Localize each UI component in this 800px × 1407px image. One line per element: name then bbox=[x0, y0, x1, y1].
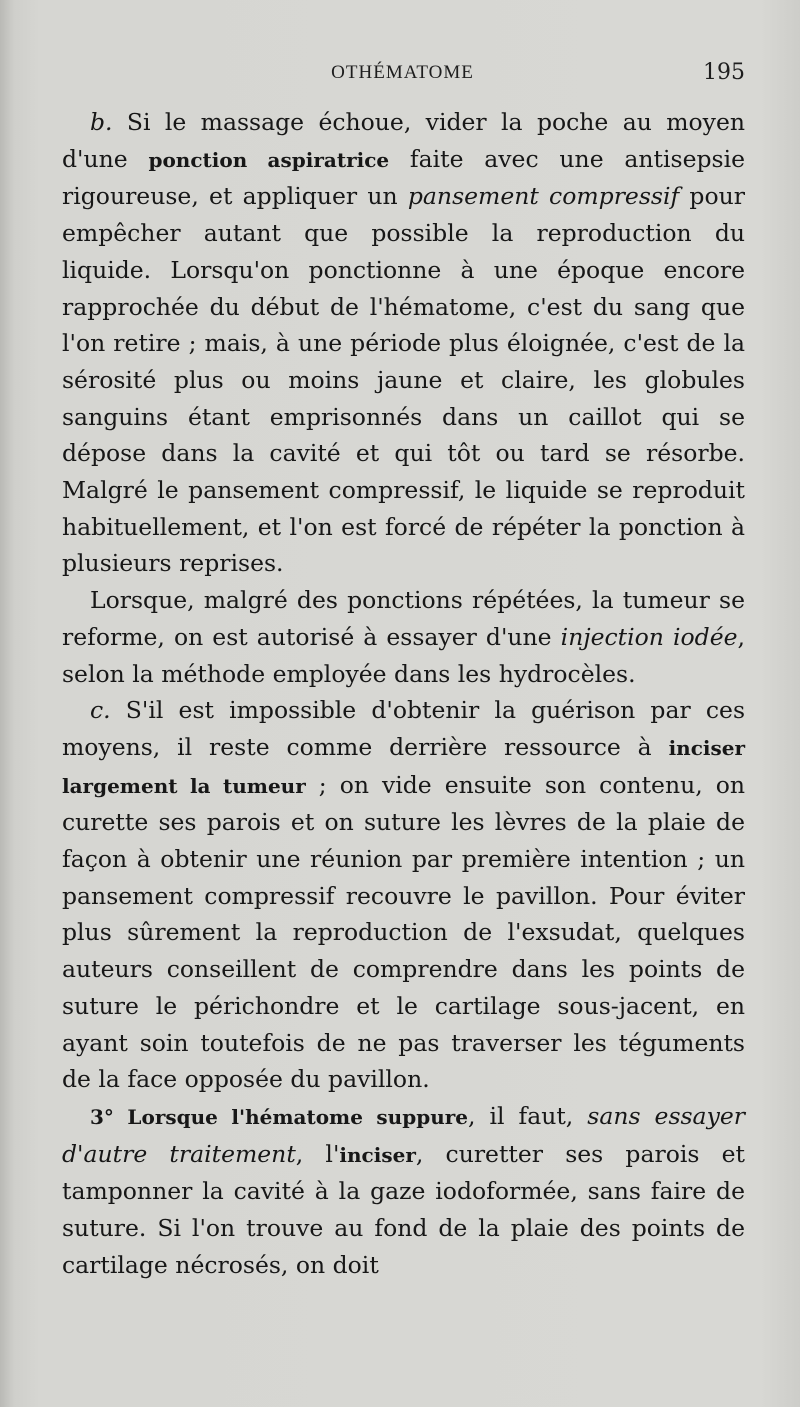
text-segment: , il faut, bbox=[468, 1101, 588, 1130]
text-segment: faite avec une antisepsie rigoureuse, et appliquer un bbox=[62, 144, 745, 211]
text-segment: injection iodée bbox=[560, 622, 738, 651]
text-segment: inciser bbox=[339, 1142, 416, 1167]
running-title: OTHÉMATOME bbox=[331, 62, 474, 83]
page-header bbox=[60, 58, 745, 94]
paragraph bbox=[62, 692, 745, 1098]
paragraph bbox=[62, 104, 745, 582]
text-segment: c. bbox=[90, 696, 111, 725]
text-segment: Si le massage échoue, vider la poche au moyen d'une bbox=[62, 108, 745, 173]
text-segment: ; on vide ensuite son contenu, on curette ses parois et on suture les lèvres de la plaie de façon à obtenir une réunion par première intention ; un pansement compressif recouvre le pavillon. Pour éviter plus sûrement la reproduction de l'exsudat, quelques auteurs conseillent de comprendre dans les points de suture le périchondre et le cartilage sous-jacent, en ayant soin toutefois de ne pas traverser les téguments de la face opposée du pavillon. bbox=[62, 770, 745, 1094]
body-text bbox=[62, 104, 745, 1284]
text-segment: , l' bbox=[295, 1139, 340, 1168]
text-segment: sans essayer d'autre traitement bbox=[62, 1101, 745, 1168]
paragraph bbox=[62, 1098, 745, 1284]
text-segment: pansement compressif bbox=[407, 182, 680, 211]
text-segment: , curetter ses parois et tamponner la cavité à la gaze iodoformée, sans faire de suture. Si l'on trouve au fond de la plaie des points de cartilage nécrosés, on doit bbox=[62, 1139, 745, 1279]
text-segment: 3° Lorsque l'hématome suppure bbox=[90, 1104, 468, 1129]
text-segment: inciser largement la tumeur bbox=[62, 735, 745, 798]
paragraph bbox=[62, 582, 745, 692]
text-segment: pour empêcher autant que possible la reproduction du liquide. Lorsqu'on ponctionne à une époque encore rapprochée du début de l'hématome, c'est du sang que l'on retire ; mais, à une période plus éloignée, c'est de la sérosité plus ou moins jaune et claire, les globules sanguins étant emprisonnés dans un caillot qui se dépose dans la cavité et qui tôt ou tard se résorbe. Malgré le pansement compressif, le liquide se reproduit habituellement, et l'on est forcé de répéter la ponction à plusieurs reprises. bbox=[62, 182, 745, 578]
page-number: 195 bbox=[703, 60, 745, 85]
text-segment: ponction aspiratrice bbox=[148, 147, 390, 172]
text-segment: S'il est impossible d'obtenir la guérison par ces moyens, il reste comme derrière ressource à bbox=[62, 696, 745, 761]
text-segment: b. bbox=[90, 108, 113, 136]
text-segment: Lorsque, malgré des ponctions répétées, la tumeur se reforme, on est autorisé à essayer d'une bbox=[62, 586, 745, 651]
text-segment: , selon la méthode employée dans les hydrocèles. bbox=[62, 622, 745, 688]
